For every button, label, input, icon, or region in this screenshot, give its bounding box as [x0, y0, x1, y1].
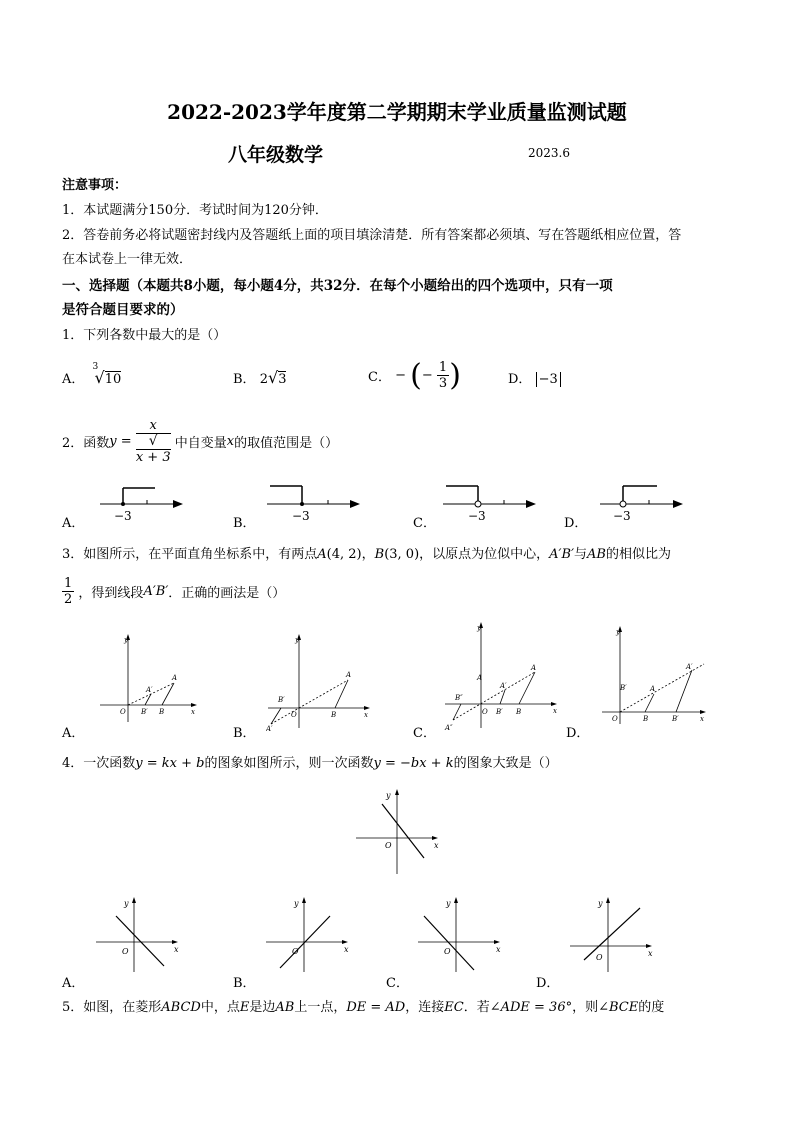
q2-stem	[62, 418, 338, 465]
q1-c-fraction	[437, 360, 449, 391]
q3a-Bp: B′	[141, 708, 148, 716]
q3-AB: AB	[587, 547, 606, 562]
q4-label-b: B．	[233, 976, 256, 991]
q5-pre: 5．如图，在菱形	[62, 1000, 162, 1015]
q4-pre: 4．一次函数	[62, 756, 136, 771]
q1-a-label: A．	[62, 372, 85, 387]
q3-label-c: C．	[413, 726, 436, 741]
note-2-line1: 2．答卷前务必将试题密封线内及答题纸上面的项目填涂清楚．所有答案都必须填、写在答题纸相应位置，答	[62, 228, 682, 243]
q4d-x: x	[648, 949, 653, 958]
q4-f1: y = kx + b	[135, 756, 205, 771]
q3d-A: A	[650, 685, 656, 693]
q1-c-open-paren: (	[410, 358, 422, 393]
q4d-y: y	[598, 899, 603, 908]
q4-label-a: A．	[62, 976, 85, 991]
q3d-Ap: A′	[686, 663, 693, 671]
q3c-A: A	[531, 664, 537, 672]
q2-label-b: B．	[233, 516, 256, 531]
q1-option-d	[508, 368, 561, 387]
q1-a-radicand: 10	[104, 372, 122, 387]
q2-label-d: D．	[564, 516, 588, 531]
q5-ang2: ∠BCE	[598, 1000, 639, 1015]
q4-graph-b	[262, 894, 354, 974]
q3d-O: O	[612, 715, 618, 723]
q5-mid3: 上一点，	[294, 1000, 347, 1015]
exam-date: 2023.6	[528, 146, 570, 160]
q1-a-cube-root: 3 √10	[92, 362, 122, 387]
q3-line1-mid2: 与	[574, 547, 588, 562]
q4b-y: y	[294, 899, 299, 908]
q3c-Ap: A′	[500, 682, 507, 690]
q3-sep: ，	[361, 547, 375, 562]
q3-B: B	[374, 547, 385, 562]
q4-post: 的图象大致是（）	[453, 756, 558, 771]
q3c-K: A	[477, 674, 483, 682]
q1-d-abs: −3	[536, 372, 561, 387]
q4g-O: O	[385, 841, 392, 850]
q2-numberline-a	[95, 482, 190, 524]
q1-option-c	[368, 358, 461, 393]
q1-c-neg: −	[395, 368, 406, 383]
q3-graph-c	[443, 620, 563, 732]
q2-a-tick: −3	[114, 509, 132, 523]
q3c-y: y	[477, 624, 481, 632]
q3-line1-mid: ，以原点为位似中心，	[419, 547, 550, 562]
q3b-x: x	[364, 711, 368, 719]
q2-den: x + 3	[135, 450, 171, 465]
q1-option-b: B． 2√3	[233, 368, 287, 387]
q4-graph-a	[92, 894, 184, 974]
q1-c-den: 3	[438, 376, 448, 391]
q3-A-coord: (4, 2)	[326, 547, 362, 562]
q1-c-close-paren: )	[449, 358, 461, 393]
q5-mid6: ，则	[572, 1000, 599, 1015]
q4-f2: y = −bx + k	[373, 756, 454, 771]
q5-E: E	[239, 1000, 250, 1015]
q3-graph-b	[266, 632, 376, 732]
q1-c-label: C．	[368, 370, 391, 385]
q5-mid1: 中，点	[200, 1000, 240, 1015]
q2-num: x	[136, 418, 171, 434]
q2-pre: 2．函数	[62, 436, 110, 451]
q5-ang1: ∠ADE = 36°	[489, 1000, 573, 1015]
q4c-x: x	[496, 945, 501, 954]
q3d-y: y	[616, 628, 620, 636]
q3-stem-line2	[62, 576, 285, 607]
q3b-O: O	[291, 711, 297, 719]
q2-label-c: C．	[413, 516, 436, 531]
q3-ApBp: A′B′	[549, 547, 575, 562]
notes-heading: 注意事项：	[62, 178, 128, 193]
q5-stem	[62, 996, 664, 1015]
q4-graph-c	[414, 894, 506, 974]
q2-label-a: A．	[62, 516, 85, 531]
q4-label-d: D．	[536, 976, 560, 991]
q3b-B: B	[331, 711, 337, 719]
q3-frac-num: 1	[64, 576, 73, 591]
q3-line1-pre: 3．如图所示，在平面直角坐标系中，有两点	[62, 547, 318, 562]
q4a-O: O	[122, 947, 129, 956]
q3b-Ap: A′	[266, 725, 273, 732]
q4c-y: y	[446, 899, 451, 908]
q3b-Bp: B′	[278, 696, 285, 704]
q5-mid5: ．若	[463, 1000, 490, 1015]
q3a-B: B	[159, 708, 165, 716]
q3c-x: x	[553, 707, 557, 715]
q4c-O: O	[444, 947, 451, 956]
q3-A: A	[317, 547, 327, 562]
q5-AB: AB	[275, 1000, 295, 1015]
q5-post: 的度	[638, 1000, 665, 1015]
q3a-Ap: A′	[146, 686, 153, 694]
q3-label-d: D．	[566, 726, 590, 741]
q3-B-coord: (3, 0)	[384, 547, 420, 562]
q3c-Bpp: B″	[455, 694, 463, 702]
q2-var: x	[226, 434, 235, 449]
q4-graph-d	[566, 894, 658, 974]
q3b-A: A	[346, 671, 352, 679]
q3a-O: O	[120, 708, 126, 716]
q3a-y: y	[124, 636, 128, 644]
q2-post: 中自变量	[174, 436, 227, 451]
q1-stem: 1．下列各数中最大的是（）	[62, 328, 227, 343]
q1-b-radicand: 3	[278, 372, 287, 387]
q4-mid: 的图象如图所示，则一次函数	[204, 756, 374, 771]
exam-title: 2022-2023学年度第二学期期末学业质量监测试题	[167, 100, 627, 124]
q2-d-tick: −3	[613, 509, 631, 523]
q2-fraction	[136, 418, 171, 465]
q5-EC: EC	[444, 1000, 464, 1015]
q3d-Bp2: B′	[620, 684, 627, 692]
q3a-A: A	[172, 674, 178, 682]
q3c-B: B	[516, 708, 522, 716]
q4-label-c: C．	[386, 976, 409, 991]
q1-a-index: 3	[92, 362, 99, 372]
q2-numberline-b	[262, 480, 367, 524]
q4b-x: x	[344, 945, 349, 954]
q2-eq: =	[120, 434, 132, 449]
q1-c-num: 1	[438, 360, 448, 375]
section-1-heading: 一、选择题（本题共8小题，每小题4分，共32分．在每个小题给出的四个选项中，只有一项	[62, 278, 613, 294]
q4b-O: O	[292, 947, 299, 956]
q3c-Bp: B′	[496, 708, 503, 716]
q3-label-a: A．	[62, 726, 85, 741]
q4-stem	[62, 752, 558, 771]
q3-line2: ，得到线段	[78, 586, 144, 601]
q3d-B: B	[643, 715, 649, 723]
q3-graph-d	[600, 624, 712, 728]
q3-stem-line1	[62, 543, 671, 562]
q3c-O: O	[482, 708, 488, 716]
q2-post2: 的取值范围是（）	[234, 436, 339, 451]
q5-eq: DE = AD	[346, 1000, 406, 1015]
q5-mid2: 是边	[249, 1000, 276, 1015]
note-1: 1．本试题满分150分．考试时间为120分钟．	[62, 203, 328, 218]
q4-given-graph	[352, 786, 444, 876]
q3b-y: y	[295, 636, 299, 644]
q3-graph-a	[98, 632, 200, 724]
q2-numberline-d	[595, 480, 690, 524]
q3-label-b: B．	[233, 726, 256, 741]
q3-frac-den: 2	[64, 592, 73, 607]
q4a-x: x	[174, 945, 179, 954]
q3-line2-seg: A′B′	[143, 584, 169, 599]
q5-ABCD: ABCD	[161, 1000, 201, 1015]
q4g-x: x	[434, 841, 439, 850]
q3-fraction	[62, 576, 74, 607]
q1-c-inner-neg: −	[421, 368, 433, 383]
q2-b-tick: −3	[292, 509, 310, 523]
note-2-line2: 在本试卷上一律无效．	[62, 252, 193, 267]
q3d-Bp: B′	[672, 715, 679, 723]
q3-line2-post: ．正确的画法是（）	[168, 586, 286, 601]
q1-b-coef: 2	[259, 372, 268, 387]
q2-y: y	[109, 434, 117, 449]
q1-option-a	[62, 362, 122, 387]
q3d-x: x	[700, 715, 704, 723]
q5-mid4: ，连接	[405, 1000, 445, 1015]
q4a-y: y	[124, 899, 129, 908]
q1-b-label: B．	[233, 372, 256, 387]
q3-line1-post: 的相似比为	[606, 547, 672, 562]
q4g-y: y	[386, 791, 391, 800]
q1-d-label: D．	[508, 372, 532, 387]
q4d-O: O	[596, 953, 603, 962]
section-1-heading-cont: 是符合题目要求的）	[62, 302, 184, 318]
q2-den-wrap: √ x + 3	[135, 433, 171, 465]
exam-subtitle: 八年级数学	[228, 144, 324, 166]
q3c-App: A″	[445, 724, 453, 732]
q2-c-tick: −3	[468, 509, 486, 523]
q2-numberline-c	[438, 480, 543, 524]
q3a-x: x	[191, 708, 195, 716]
